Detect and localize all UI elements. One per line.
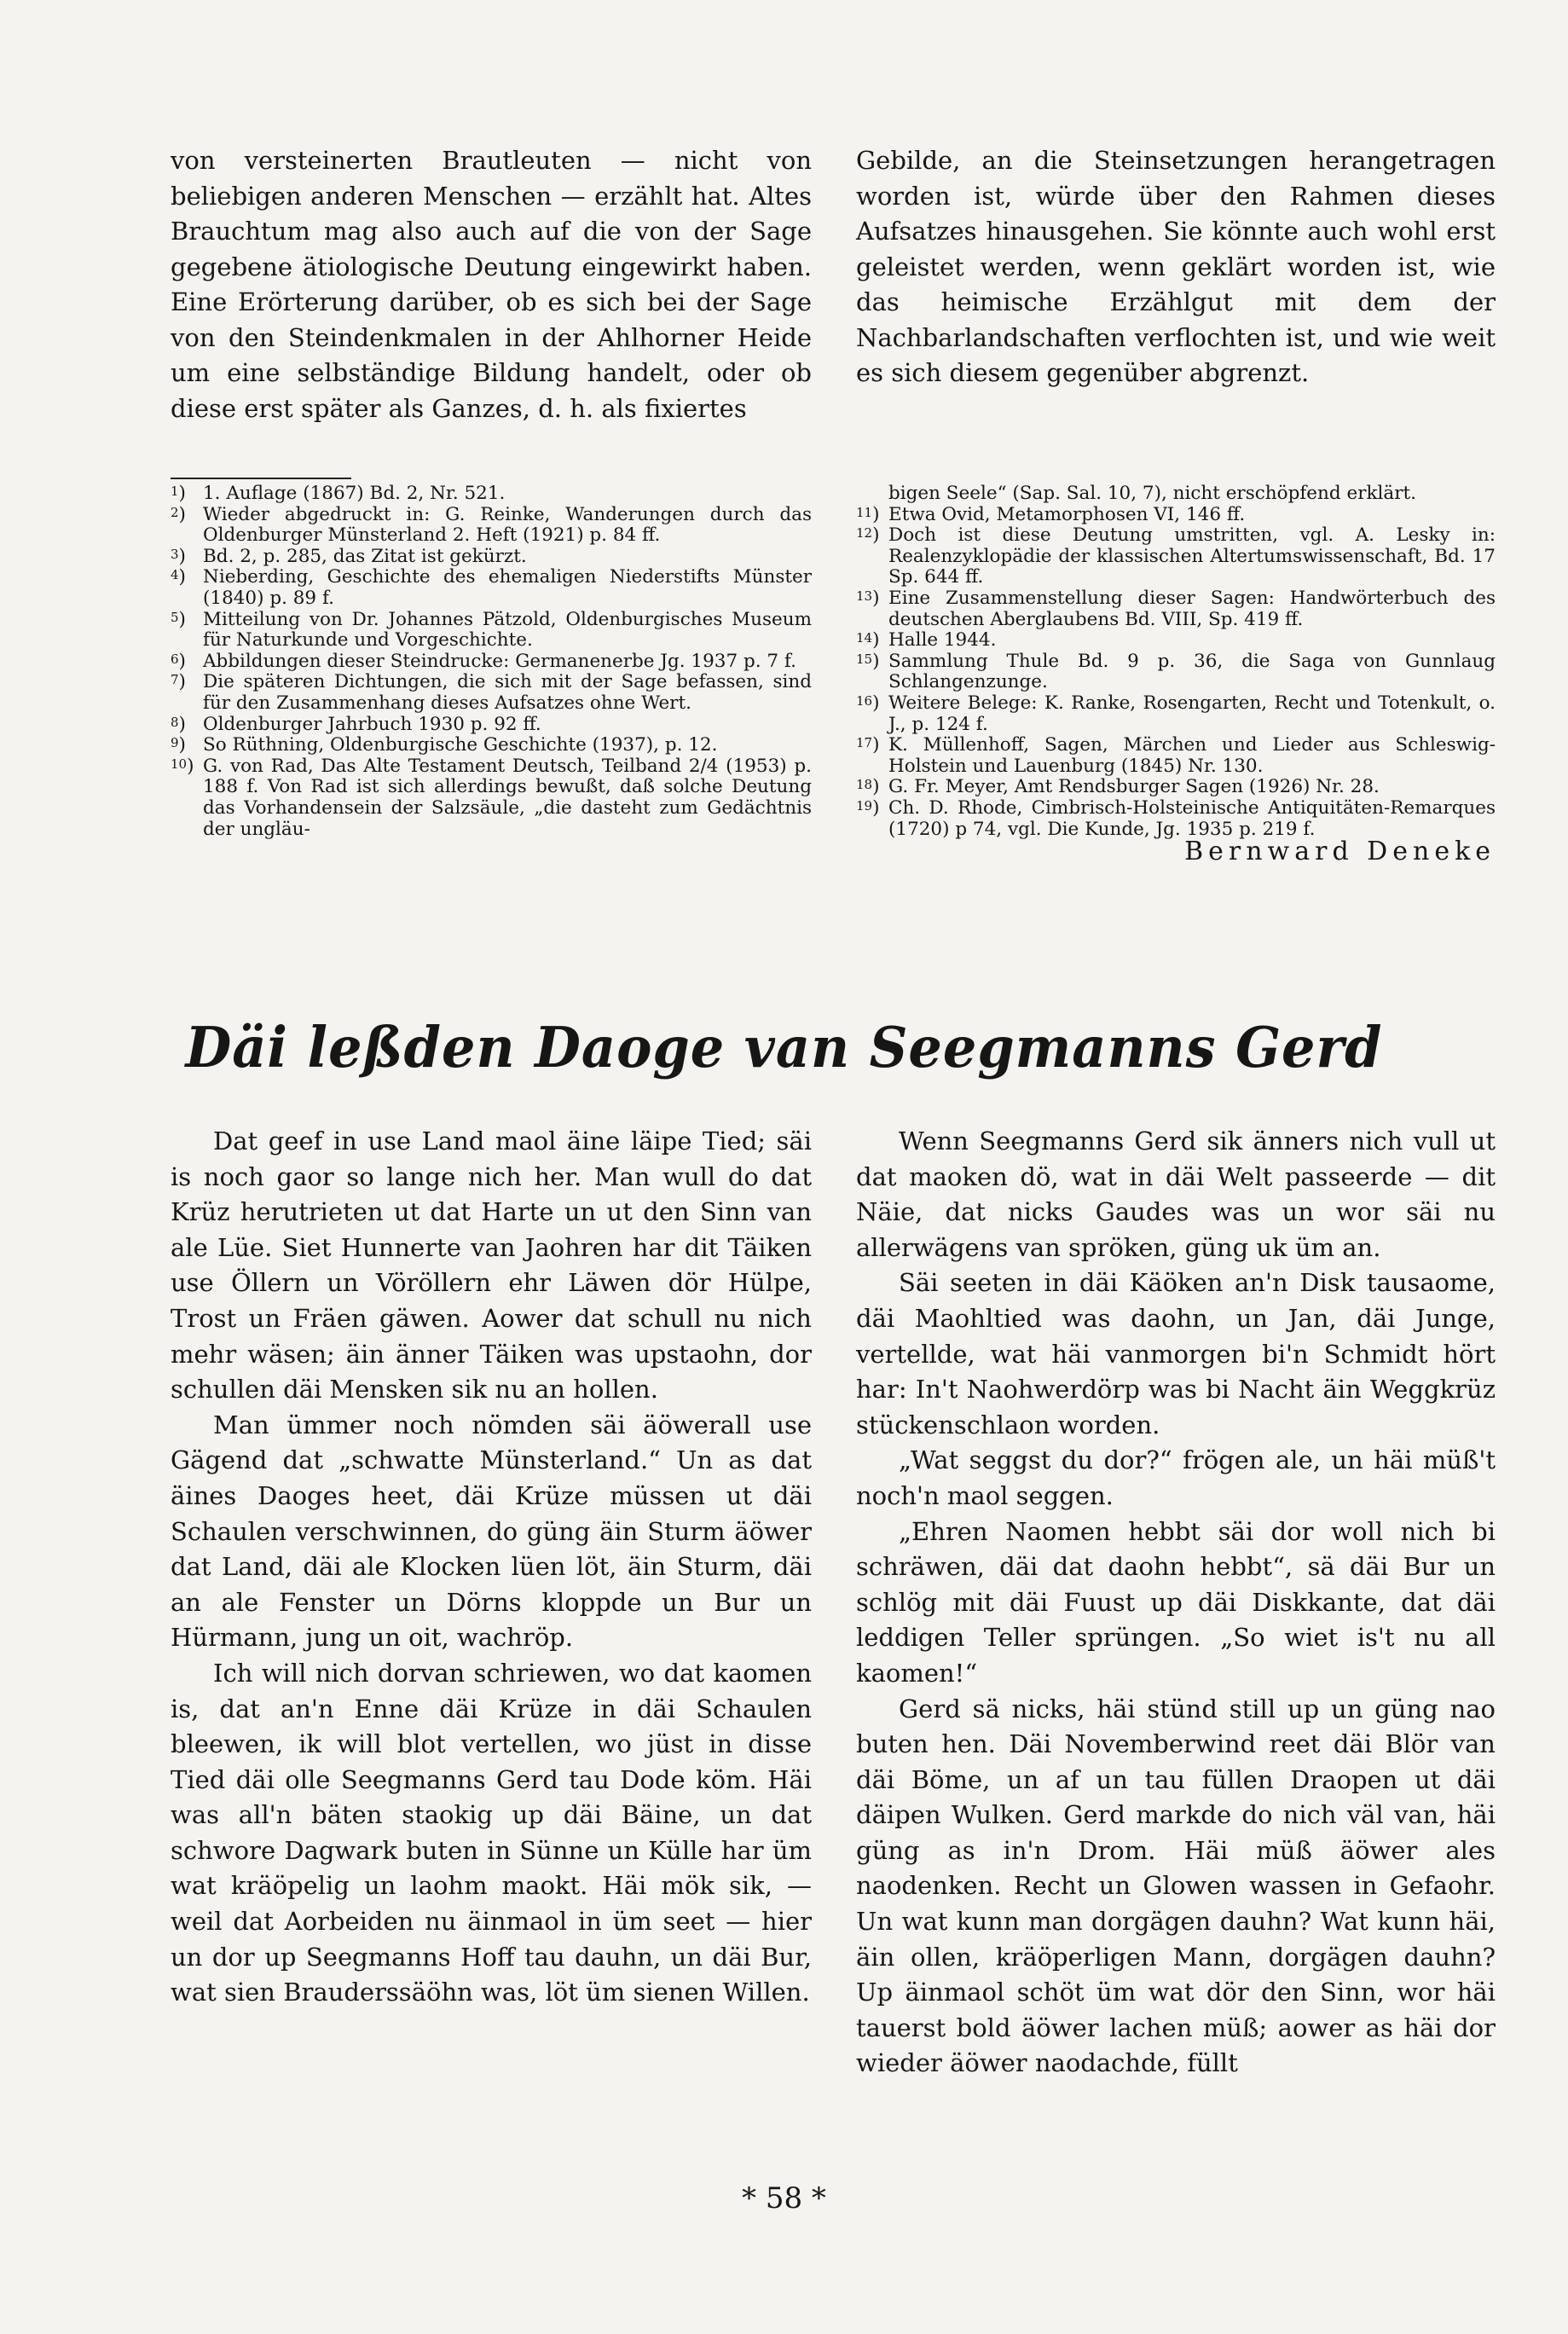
footnote bbox=[856, 693, 1496, 735]
footnote bbox=[856, 798, 1496, 840]
footnote-number: 2 ) bbox=[171, 501, 186, 524]
footnote-text: Oldenburger Jahrbuch 1930 p. 92 ff. bbox=[203, 713, 541, 735]
footnote bbox=[171, 505, 812, 547]
footnote bbox=[171, 484, 812, 505]
story-paragraph: Wenn Seegmanns Gerd sik änners nich vull ut dat maoken dö, wat in däi Welt passeerde — dit Näie, dat nicks Gaudes was un wor säi nu allerwägens van spröken, güng uk üm an. bbox=[856, 1126, 1496, 1262]
footnote-number: 4 ) bbox=[171, 564, 186, 586]
footnote bbox=[171, 756, 812, 840]
footnote-rule bbox=[171, 478, 351, 479]
footnote bbox=[856, 525, 1496, 588]
footnote-number: 9 ) bbox=[171, 732, 186, 754]
footnote-number: 18 ) bbox=[856, 773, 879, 796]
footnote bbox=[856, 735, 1496, 777]
footnote-text: Doch ist diese Deutung umstritten, vgl. A. Lesky in: Realenzyklopädie der klassischen Altertumswissenschaft, Bd. 17 Sp. 644 ff. bbox=[888, 524, 1496, 588]
footnote-continuation: bigen Seele“ (Sap. Sal. 10, 7), nicht erschöpfend erklärt. bbox=[888, 483, 1416, 504]
footnote-text: Die späteren Dichtungen, die sich mit der Sage befassen, sind für den Zusammenhang dieses Aufsatzes ohne Wert. bbox=[203, 671, 812, 714]
footnote-number: 8 ) bbox=[171, 711, 186, 733]
story-title: Däi leßden Daoge van Seegmanns Gerd bbox=[185, 1015, 1383, 1080]
footnote-number: 1 ) bbox=[171, 480, 186, 502]
author-signature: Bernward Deneke bbox=[1184, 837, 1496, 867]
story-right-column bbox=[856, 1124, 1496, 2082]
story-paragraph: Ich will nich dorvan schriewen, wo dat kaomen is, dat an'n Enne däi Krüze in däi Schaulen bleewen, ik will blot vertellen, wo jüst in disse Tied däi olle Seegmanns Gerd tau Dode köm. Häi was all'n bäten staokig up däi Bäine, un dat schwore Dagwark buten in Sünne un Külle har üm wat kräöpelig un laohm maokt. Häi mök sik, — weil dat Aorbeiden nu äinmaol in üm seet — hier un dor up Seegmanns Hoff tau dauhn, un däi Bur, wat sien Brauderssäöhn was, löt üm sienen Willen. bbox=[171, 1658, 812, 2007]
footnote-text: G. von Rad, Das Alte Testament Deutsch, Teilband 2/4 (1953) p. 188 f. Von Rad ist sich allerdings bewußt, daß solche Deutung das Vorhandensein der Salzsäule, „die dasteht zum Gedächtnis der ungläu- bbox=[203, 755, 812, 840]
story-paragraph: „Wat seggst du dor?“ frögen ale, un häi müß't noch'n maol seggen. bbox=[856, 1445, 1496, 1510]
footnote-text: Weitere Belege: K. Ranke, Rosengarten, Recht und Totenkult, o. J., p. 124 f. bbox=[888, 692, 1496, 735]
story-paragraph: Dat geef in use Land maol äine läipe Tied; säi is noch gaor so lange nich her. Man wull do dat Krüz herutrieten ut dat Harte un ut den Sinn van ale Lüe. Siet Hunnerte van Jaohren har dit Täiken use Öllern un Vöröllern ehr Läwen dör Hülpe, Trost un Fräen gäwen. Aower dat schull nu nich mehr wäsen; äin änner Täiken was upstaohn, dor schullen däi Mensken sik nu an hollen. bbox=[171, 1126, 812, 1404]
footnote-number: 5 ) bbox=[171, 606, 186, 628]
footnote-text: K. Müllenhoff, Sagen, Märchen und Lieder aus Schleswig-Holstein und Lauenburg (1845) Nr. 130. bbox=[888, 734, 1496, 777]
footnote-number: 13 ) bbox=[856, 585, 879, 607]
page-number: * 58 * bbox=[742, 2181, 826, 2215]
story-paragraph: Man ümmer noch nömden säi äöwerall use Gägend dat „schwatte Münsterland.“ Un as dat äines Daoges heet, däi Krüze müssen ut däi Schaulen verschwinnen, do güng äin Sturm äöwer dat Land, däi ale Klocken lüen löt, äin Sturm, däi an ale Fenster un Dörns kloppde un Bur un Hürmann, jung un oit, wachröp. bbox=[171, 1410, 812, 1653]
footnote bbox=[856, 652, 1496, 693]
footnote-text: Etwa Ovid, Metamorphosen VI, 146 ff. bbox=[888, 503, 1246, 525]
footnote-text: Bd. 2, p. 285, das Zitat ist gekürzt. bbox=[203, 545, 527, 567]
story-paragraph: „Ehren Naomen hebbt säi dor woll nich bi schräwen, däi dat daohn hebbt“, sä däi Bur un schlög mit däi Fuust up däi Diskkante, dat däi leddigen Teller sprüngen. „So wiet is't nu all kaomen!“ bbox=[856, 1516, 1496, 1688]
footnote-number: 12 ) bbox=[856, 522, 879, 544]
footnote bbox=[856, 505, 1496, 526]
footnotes-left bbox=[171, 484, 812, 840]
footnote-text: Abbildungen dieser Steindrucke: Germanenerbe Jg. 1937 p. 7 f. bbox=[203, 650, 796, 672]
footnote-text: Eine Zusammenstellung dieser Sagen: Handwörterbuch des deutschen Aberglaubens Bd. VIII, Sp. 419 ff. bbox=[888, 587, 1496, 630]
footnote bbox=[856, 630, 1496, 652]
footnote-number: 7 ) bbox=[171, 669, 186, 691]
footnote bbox=[171, 715, 812, 736]
footnote bbox=[171, 652, 812, 673]
essay-right-paragraph: Gebilde, an die Steinsetzungen herangetragen worden ist, würde über den Rahmen dieses Aufsatzes hinausgehen. Sie könnte auch wohl erst geleistet werden, wenn geklärt worden ist, wie das heimische Erzählgut mit dem der Nachbarlandschaften verflochten ist, und wie weit es sich diesem gegenüber abgrenzt. bbox=[856, 146, 1496, 387]
footnote-text: Mitteilung von Dr. Johannes Pätzold, Oldenburgisches Museum für Naturkunde und Vorgeschichte. bbox=[203, 608, 812, 652]
footnote bbox=[856, 777, 1496, 798]
essay-left-paragraph: von versteinerten Brautleuten — nicht von beliebigen anderen Menschen — erzählt hat. Altes Brauchtum mag also auch auf die von der Sage gegebene ätiologische Deutung eingewirkt haben. Eine Erörterung darüber, ob es sich bei der Sage von den Steindenkmalen in der Ahlhorner Heide um eine selbständige Bildung handelt, oder ob diese erst später als Ganzes, d. h. als fixiertes bbox=[171, 146, 812, 423]
story-left-column bbox=[171, 1124, 812, 2011]
footnote-text: Ch. D. Rhode, Cimbrisch-Holsteinische Antiquitäten-Remarques (1720) p 74, vgl. Die Kunde, Jg. 1935 p. 219 f. bbox=[888, 796, 1496, 840]
footnote-number: 19 ) bbox=[856, 795, 879, 817]
footnote bbox=[856, 588, 1496, 630]
footnote-number: 17 ) bbox=[856, 732, 879, 754]
story-paragraph: Gerd sä nicks, häi stünd still up un güng nao buten hen. Däi Novemberwind reet däi Blör van däi Böme, un af un tau füllen Draopen ut däi däipen Wulken. Gerd markde do nich väl van, häi güng as in'n Drom. Häi müß äöwer ales naodenken. Recht un Glowen wassen in Gefaohr. Un wat kunn man dorgägen dauhn? Wat kunn häi, äin ollen, kräöperligen Mann, dorgägen dauhn? Up äinmaol schöt üm wat dör den Sinn, wor häi tauerst bold äöwer lachen müß; aower as häi dor wieder äöwer naodachde, füllt bbox=[856, 1694, 1496, 2078]
footnote-text: So Rüthning, Oldenburgische Geschichte (1937), p. 12. bbox=[203, 734, 718, 756]
footnote-number: 16 ) bbox=[856, 690, 879, 712]
footnote-text: Sammlung Thule Bd. 9 p. 36, die Saga von Gunnlaug Schlangenzunge. bbox=[888, 650, 1496, 693]
footnote bbox=[171, 672, 812, 714]
footnote bbox=[171, 547, 812, 568]
footnote-number: 6 ) bbox=[171, 648, 186, 670]
footnote bbox=[171, 735, 812, 756]
story-paragraph: Säi seeten in däi Käöken an'n Disk tausaome, däi Maohltied was daohn, un Jan, däi Junge, vertellde, wat häi vanmorgen bi'n Schmidt hört har: In't Naohwerdörp was bi Nacht äin Weggkrüz stückenschlaon worden. bbox=[856, 1268, 1496, 1439]
footnote-text: Wieder abgedruckt in: G. Reinke, Wanderungen durch das Oldenburger Münsterland 2. Heft (1921) p. 84 ff. bbox=[203, 503, 812, 547]
essay-right-column bbox=[856, 143, 1496, 391]
footnote bbox=[171, 610, 812, 652]
footnote-number: 11 ) bbox=[856, 501, 879, 524]
footnote-text: Halle 1944. bbox=[888, 629, 997, 652]
footnotes-right bbox=[856, 483, 1496, 867]
footnote-text: G. Fr. Meyer, Amt Rendsburger Sagen (1926) Nr. 28. bbox=[888, 776, 1380, 798]
footnote-number: 15 ) bbox=[856, 648, 879, 670]
footnote bbox=[171, 567, 812, 609]
footnote-number: 10 ) bbox=[171, 753, 194, 775]
footnote-number: 3 ) bbox=[171, 543, 186, 565]
footnote-text: Nieberding, Geschichte des ehemaligen Niederstifts Münster (1840) p. 89 f. bbox=[203, 566, 812, 609]
essay-left-column bbox=[171, 143, 812, 426]
footnote-number: 14 ) bbox=[856, 627, 879, 649]
footnote-text: 1. Auflage (1867) Bd. 2, Nr. 521. bbox=[203, 483, 506, 504]
